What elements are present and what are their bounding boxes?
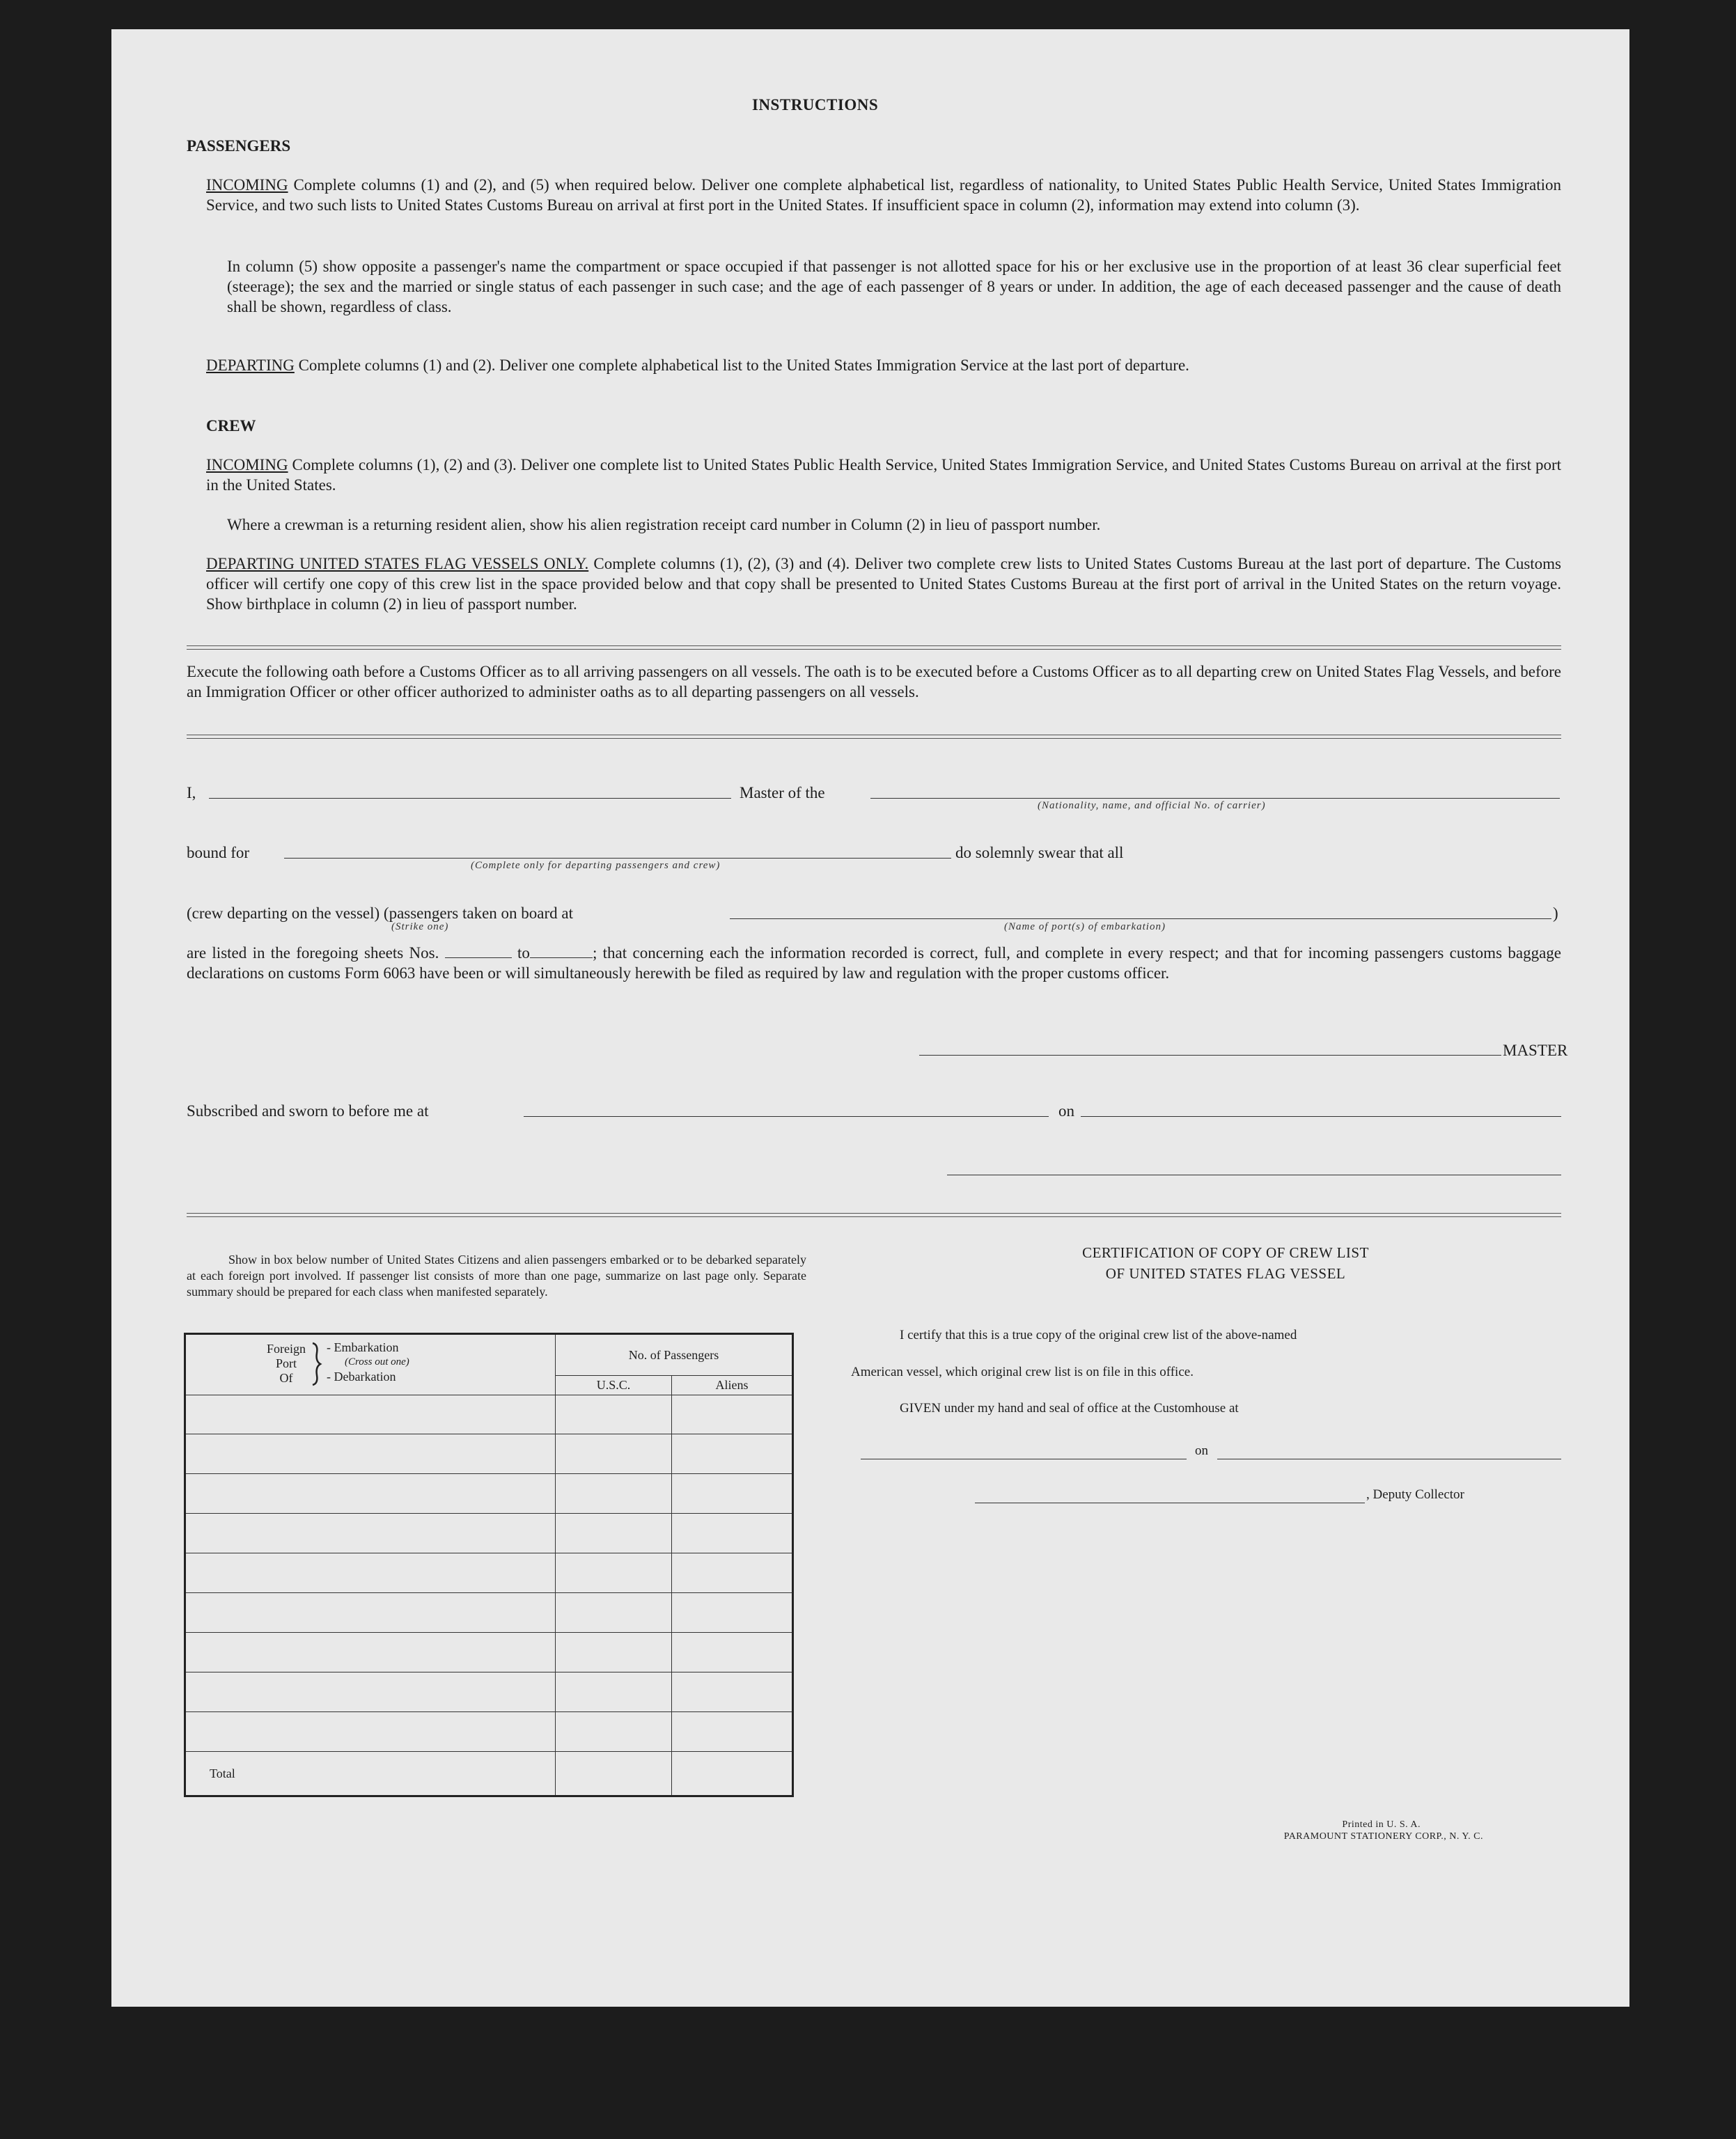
usc-cell[interactable] <box>556 1553 672 1593</box>
passenger-summary-table <box>184 1333 794 1797</box>
carrier-caption: (Nationality, name, and official No. of carrier) <box>1038 800 1266 811</box>
sworn-place-field[interactable] <box>524 1116 1049 1117</box>
departing-us-label: DEPARTING UNITED STATES FLAG VESSELS ONLY. <box>206 555 589 572</box>
passenger-departing-paragraph <box>206 355 1561 375</box>
foreign-word: Foreign <box>267 1342 306 1356</box>
usc-cell[interactable] <box>556 1712 672 1752</box>
incoming-text: Complete columns (1) and (2), and (5) when required below. Deliver one complete alphabetical list, regardless of nationality, to United States Public Health Service, United States Immigration Service, and two such lists to United States Customs Bureau on arrival at first port in the United States. If insufficient space in column (2), information may extend into column (3). <box>206 176 1562 214</box>
port-cell[interactable] <box>185 1553 556 1593</box>
sworn-date-field[interactable] <box>1081 1116 1561 1117</box>
departing-us-paragraph <box>206 554 1561 614</box>
departing-label: DEPARTING <box>206 356 295 374</box>
divider <box>187 645 1561 650</box>
printed-in-usa: Printed in U. S. A. <box>1342 1819 1421 1830</box>
of-word: Of <box>279 1371 293 1385</box>
foreign-port-label <box>265 1342 307 1386</box>
usc-cell[interactable] <box>556 1395 672 1434</box>
carrier-field[interactable] <box>870 798 1560 799</box>
usc-header: U.S.C. <box>556 1376 672 1395</box>
port-cell[interactable] <box>185 1474 556 1514</box>
port-cell[interactable] <box>185 1434 556 1474</box>
usc-cell[interactable] <box>556 1593 672 1633</box>
port-word: Port <box>275 1356 297 1370</box>
port-caption: (Name of port(s) of embarkation) <box>1004 921 1166 932</box>
port-cell[interactable] <box>185 1514 556 1553</box>
cross-out-note: (Cross out one) <box>345 1356 409 1368</box>
passengers-heading: PASSENGERS <box>187 137 291 155</box>
oath-intro: Execute the following oath before a Customs Officer as to all arriving passengers on all vessels. The oath is to be executed before a Customs Officer as to all departing crew on United States Flag Vessels, and before an Immigration Officer or other officer authorized to administer oaths as to all departing passengers on all vessels. <box>187 663 1561 700</box>
table-row <box>185 1395 793 1434</box>
divider <box>187 1213 1561 1217</box>
aliens-cell[interactable] <box>672 1514 793 1553</box>
aliens-total-cell[interactable] <box>672 1752 793 1796</box>
certification-title <box>982 1242 1469 1284</box>
port-cell[interactable] <box>185 1395 556 1434</box>
master-label: MASTER <box>1503 1042 1568 1059</box>
strike-one-caption: (Strike one) <box>391 921 449 932</box>
table-row <box>185 1474 793 1514</box>
port-cell[interactable] <box>185 1712 556 1752</box>
column5-paragraph: In column (5) show opposite a passenger's name the compartment or space occupied if that passenger is not allotted space for his or her exclusive use in the proportion of at least 36 clear superficial feet (steerage); the sex and the married or single status of each passenger in such case; and the age of each passenger of 8 years or under. In addition, the age of each deceased passenger and the cause of death shall be shown, regardless of class. <box>227 258 1561 315</box>
curly-brace-icon <box>310 1342 322 1386</box>
deputy-collector-label: , Deputy Collector <box>1366 1487 1464 1502</box>
certification-title-line1: CERTIFICATION OF COPY OF CREW LIST <box>1082 1244 1369 1261</box>
embarkation-option[interactable]: - Embarkation <box>327 1340 399 1354</box>
total-label: Total <box>185 1752 556 1796</box>
crew-heading: CREW <box>206 417 256 434</box>
table-row <box>185 1593 793 1633</box>
port-cell[interactable] <box>185 1672 556 1712</box>
printer-imprint <box>1163 1819 1483 1842</box>
aliens-cell[interactable] <box>672 1434 793 1474</box>
aliens-cell[interactable] <box>672 1672 793 1712</box>
bound-for-field[interactable] <box>284 858 951 859</box>
table-row <box>185 1514 793 1553</box>
port-embarkation-field[interactable] <box>730 918 1551 919</box>
passenger-incoming-paragraph <box>206 175 1561 215</box>
master-of-the-label: Master of the <box>740 784 825 801</box>
usc-cell[interactable] <box>556 1434 672 1474</box>
certify-line1: I certify that this is a true copy of the original crew list of the above-named <box>900 1328 1297 1342</box>
printer-name: PARAMOUNT STATIONERY CORP., N. Y. C. <box>1283 1831 1483 1842</box>
aliens-cell[interactable] <box>672 1553 793 1593</box>
aliens-cell[interactable] <box>672 1395 793 1434</box>
foreign-port-header-cell <box>185 1334 556 1395</box>
table-row <box>185 1672 793 1712</box>
subscribed-text: Subscribed and sworn to before me at <box>187 1102 429 1120</box>
master-signature-field[interactable] <box>919 1055 1501 1056</box>
usc-cell[interactable] <box>556 1672 672 1712</box>
port-cell[interactable] <box>185 1633 556 1672</box>
table-row <box>185 1434 793 1474</box>
usc-cell[interactable] <box>556 1474 672 1514</box>
instructions-title: INSTRUCTIONS <box>752 96 879 113</box>
departing-us-text: Complete columns (1), (2), (3) and (4). Deliver two complete crew lists to United States Customs Bureau at the last port of departure. The Customs officer will certify one copy of this crew list in the space provided below and that copy shall be presented to United States Customs Bureau at the first port of arrival in the United States on the return voyage. Show birthplace in column (2) in lieu of passport number. <box>206 555 1562 613</box>
listed-paragraph <box>187 943 1561 983</box>
debarkation-option[interactable]: - Debarkation <box>327 1370 396 1384</box>
embark-debark-options <box>327 1340 409 1384</box>
certify-line2: American vessel, which original crew list is on file in this office. <box>851 1365 1194 1379</box>
sheet-from-field[interactable] <box>445 945 512 958</box>
crew-departing-text: (crew departing on the vessel) (passengers taken on board at <box>187 904 573 922</box>
bound-for-label: bound for <box>187 844 250 861</box>
close-paren: ) <box>1553 904 1558 922</box>
aliens-cell[interactable] <box>672 1712 793 1752</box>
listed-rest: ; that concerning each the information recorded is correct, full, and complete in every respect; and that for incoming passengers customs baggage declarations on customs Form 6063 have been or will simultaneously herewith be filed as required by law and regulation with the proper customs officer. <box>187 944 1561 982</box>
usc-cell[interactable] <box>556 1633 672 1672</box>
bound-for-caption: (Complete only for departing passengers and crew) <box>471 860 721 871</box>
no-of-passengers-header: No. of Passengers <box>556 1334 793 1376</box>
crew-incoming-text: Complete columns (1), (2) and (3). Deliver one complete list to United States Public Health Service, United States Immigration Service, and United States Customs Bureau on arrival at the first port in the United States. <box>206 456 1561 494</box>
table-row <box>185 1553 793 1593</box>
table-row <box>185 1712 793 1752</box>
to-word: to <box>517 944 530 962</box>
sworn-on-label: on <box>1058 1102 1074 1120</box>
certification-title-line2: OF UNITED STATES FLAG VESSEL <box>1105 1265 1346 1282</box>
crew-incoming-label: INCOMING <box>206 456 288 473</box>
total-row <box>185 1752 793 1796</box>
port-cell[interactable] <box>185 1593 556 1633</box>
crew-incoming-paragraph <box>206 455 1561 495</box>
table-row <box>185 1633 793 1672</box>
form-page <box>111 29 1629 2007</box>
crewman-paragraph: Where a crewman is a returning resident alien, show his alien registration receipt card number in Column (2) in lieu of passport number. <box>227 516 1101 533</box>
aliens-cell[interactable] <box>672 1593 793 1633</box>
listed-prefix: are listed in the foregoing sheets Nos. <box>187 944 439 962</box>
divider <box>187 735 1561 739</box>
departing-text: Complete columns (1) and (2). Deliver one complete alphabetical list to the United States Immigration Service at the last port of departure. <box>298 356 1189 374</box>
usc-cell[interactable] <box>556 1514 672 1553</box>
i-label: I, <box>187 784 196 801</box>
usc-total-cell[interactable] <box>556 1752 672 1796</box>
solemnly-text: do solemnly swear that all <box>955 844 1124 861</box>
aliens-cell[interactable] <box>672 1633 793 1672</box>
sheet-to-field[interactable] <box>530 945 593 958</box>
certification-on-label: on <box>1195 1443 1208 1458</box>
aliens-cell[interactable] <box>672 1474 793 1514</box>
aliens-header: Aliens <box>672 1376 793 1395</box>
incoming-label: INCOMING <box>206 176 288 194</box>
summary-note: Show in box below number of United States Citizens and alien passengers embarked or to be debarked separately at each foreign port involved. If passenger list consists of more than one page, summarize on last page only. Separate summary should be prepared for each class when manifested separately. <box>187 1253 806 1299</box>
master-name-field[interactable] <box>209 798 731 799</box>
given-text: GIVEN under my hand and seal of office at the Customhouse at <box>900 1401 1239 1416</box>
